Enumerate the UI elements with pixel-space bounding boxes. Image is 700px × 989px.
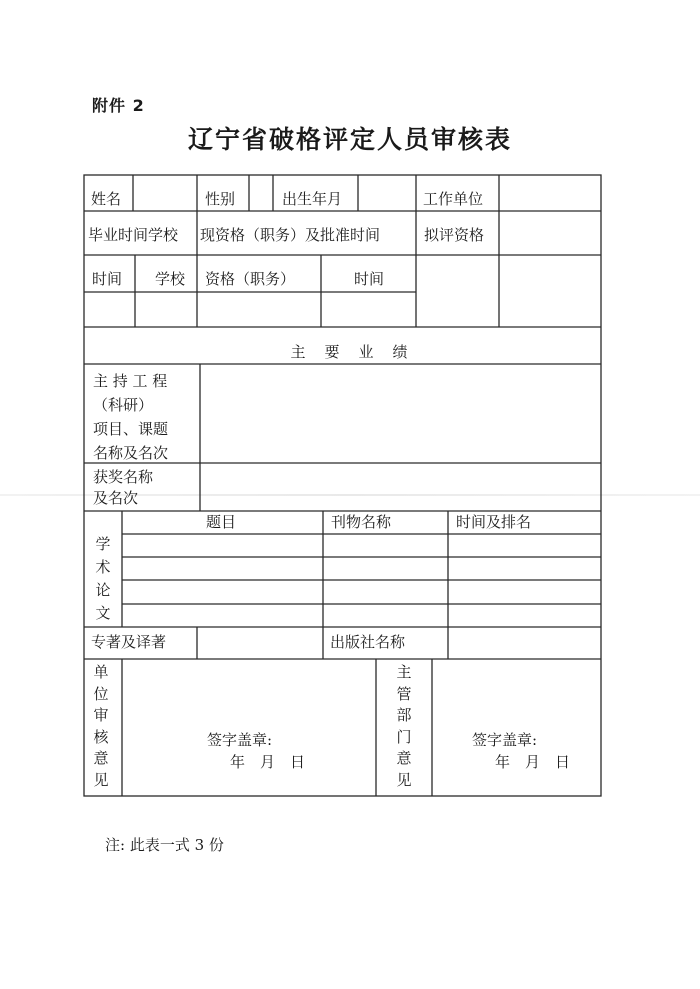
dept-review-char: 主 <box>396 663 412 681</box>
projects-line-1: 主 持 工 程 <box>93 372 168 390</box>
paper-journal-header: 刊物名称 <box>331 513 392 531</box>
awards-line-1: 获奖名称 <box>93 468 154 486</box>
projects-label <box>93 369 203 465</box>
projects-line-2: （科研） <box>93 396 154 414</box>
dept-review-char: 管 <box>396 684 412 703</box>
current-qualification-label: 现资格（职务）及批准时间 <box>200 226 381 244</box>
papers-char: 文 <box>95 604 111 622</box>
papers-char: 论 <box>95 581 111 599</box>
awards-label <box>93 467 203 509</box>
dept-review-char: 部 <box>396 706 412 724</box>
graduation-label: 毕业时间学校 <box>88 226 179 244</box>
time-label: 时间 <box>92 270 123 288</box>
paper-topic-header: 题目 <box>206 513 237 531</box>
unit-review-char: 意 <box>93 749 109 767</box>
attachment-label: 附件 2 <box>92 96 145 115</box>
qualification-duty-label: 资格（职务） <box>205 270 296 288</box>
dept-review-char: 见 <box>396 770 412 789</box>
dept-signature-label: 签字盖章: <box>472 731 538 749</box>
unit-review-char: 位 <box>93 684 109 703</box>
paper-date-rank-header: 时间及排名 <box>456 513 532 531</box>
gender-label: 性别 <box>205 190 236 208</box>
work-unit-label: 工作单位 <box>423 190 484 208</box>
unit-review-char: 单 <box>93 663 109 681</box>
projects-line-3: 项目、课题 <box>93 420 169 438</box>
name-label: 姓名 <box>91 190 122 208</box>
department-review-label <box>396 662 412 791</box>
dept-review-char: 门 <box>396 727 412 746</box>
papers-label <box>95 533 111 625</box>
unit-review-char: 核 <box>93 727 109 746</box>
proposed-qualification-label: 拟评资格 <box>424 226 485 244</box>
school-label: 学校 <box>155 270 186 288</box>
unit-review-char: 审 <box>93 706 109 724</box>
approval-time-label: 时间 <box>354 270 385 288</box>
projects-line-4: 名称及名次 <box>93 444 169 462</box>
papers-char: 学 <box>95 535 111 553</box>
unit-review-char: 见 <box>93 770 109 789</box>
publisher-label: 出版社名称 <box>330 633 406 651</box>
monograph-label: 专著及译著 <box>91 633 167 651</box>
papers-char: 术 <box>95 558 111 576</box>
dept-date-line: 年 月 日 <box>495 753 571 771</box>
page-title: 辽宁省破格评定人员审核表 <box>187 125 512 154</box>
main-achievements-heading: 主 要 业 绩 <box>290 343 410 361</box>
unit-review-label <box>93 662 109 791</box>
dept-review-char: 意 <box>396 749 412 767</box>
unit-date-line: 年 月 日 <box>230 753 306 771</box>
footer-note: 注: 此表一式 3 份 <box>105 836 224 854</box>
unit-signature-label: 签字盖章: <box>207 731 273 749</box>
birth-label: 出生年月 <box>282 190 343 208</box>
awards-line-2: 及名次 <box>93 489 139 507</box>
